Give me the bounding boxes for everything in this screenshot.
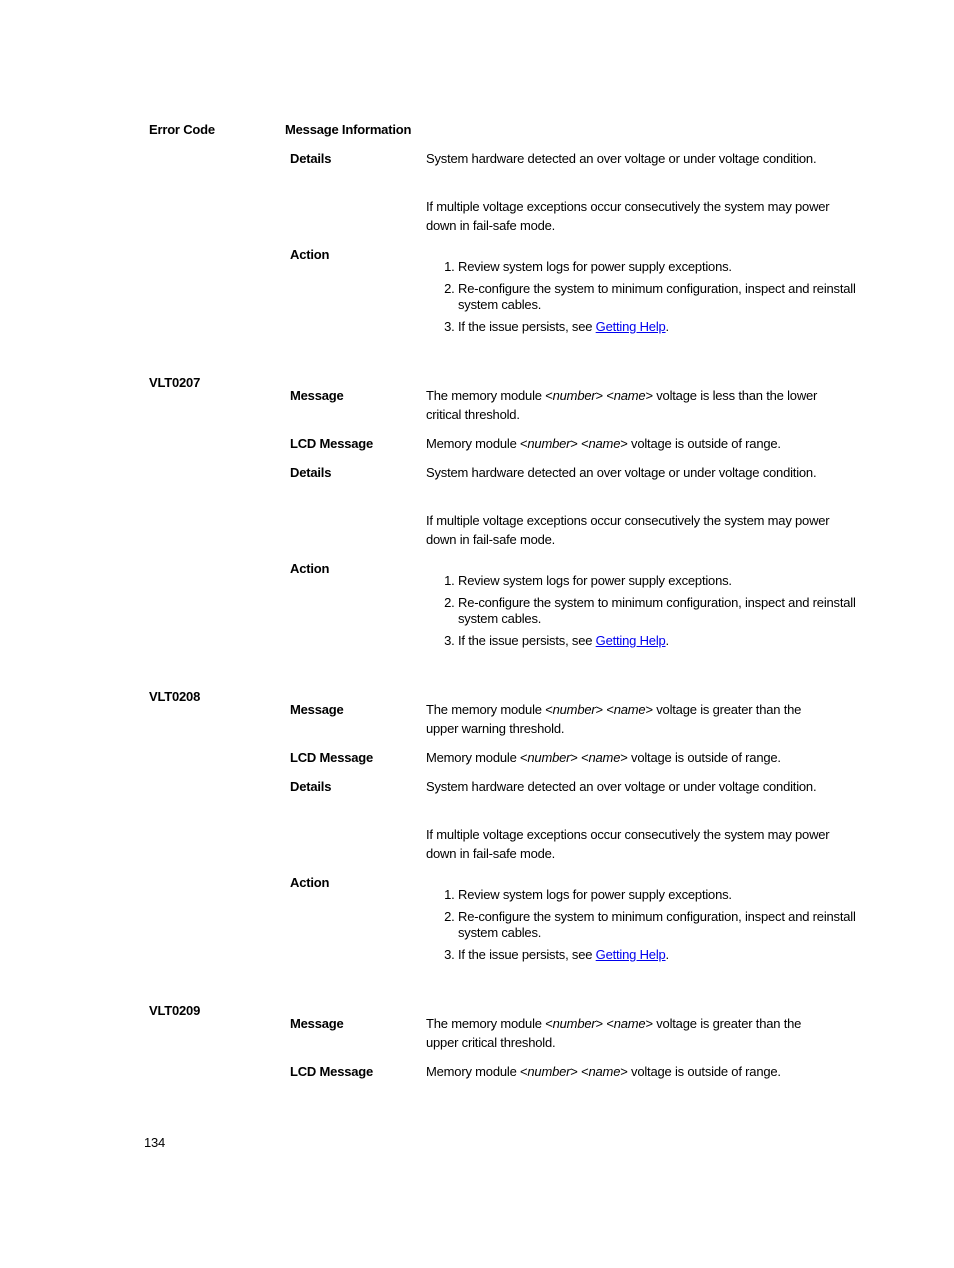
lcd-message-label: LCD Message bbox=[290, 750, 374, 765]
action-step-3: 3. If the issue persists, see Getting Help. bbox=[458, 319, 868, 335]
details-text-1: System hardware detected an over voltage or under voltage condition. bbox=[426, 465, 817, 480]
column-header-message-information: Message Information bbox=[285, 122, 412, 137]
action-step-1: 1. Review system logs for power supply exceptions. bbox=[458, 573, 868, 589]
details-text-2: If multiple voltage exceptions occur consecutively the system may power down in fail-safe mode. bbox=[426, 513, 830, 547]
message-label: Message bbox=[290, 388, 344, 403]
action-step-3: 3. If the issue persists, see Getting Help. bbox=[458, 947, 868, 963]
details-label: Details bbox=[290, 151, 332, 166]
action-label: Action bbox=[290, 875, 330, 890]
error-code-vlt0208: VLT0208 bbox=[149, 689, 201, 704]
message-text-vlt0207: The memory module <number> <name> voltage is less than the lower critical threshold. bbox=[426, 388, 818, 422]
details-text-1: System hardware detected an over voltage or under voltage condition. bbox=[426, 151, 817, 166]
action-step-2: 2. Re-configure the system to minimum configuration, inspect and reinstall system cables. bbox=[458, 909, 868, 941]
message-label: Message bbox=[290, 702, 344, 717]
action-list bbox=[426, 887, 868, 969]
details-text-2: If multiple voltage exceptions occur consecutively the system may power down in fail-safe mode. bbox=[426, 199, 830, 233]
getting-help-link[interactable]: Getting Help bbox=[595, 947, 666, 962]
action-label: Action bbox=[290, 247, 330, 262]
action-label: Action bbox=[290, 561, 330, 576]
details-text-2: If multiple voltage exceptions occur consecutively the system may power down in fail-safe mode. bbox=[426, 827, 830, 861]
details-label: Details bbox=[290, 465, 332, 480]
lcd-message-label: LCD Message bbox=[290, 1064, 374, 1079]
getting-help-link[interactable]: Getting Help bbox=[595, 319, 666, 334]
lcd-message-label: LCD Message bbox=[290, 436, 374, 451]
page-number: 134 bbox=[144, 1135, 166, 1150]
details-label: Details bbox=[290, 779, 332, 794]
message-label: Message bbox=[290, 1016, 344, 1031]
message-text-vlt0208: The memory module <number> <name> voltage is greater than the upper warning threshold. bbox=[426, 702, 802, 736]
column-header-error-code: Error Code bbox=[149, 122, 215, 137]
action-list bbox=[426, 573, 868, 655]
details-text-1: System hardware detected an over voltage or under voltage condition. bbox=[426, 779, 817, 794]
action-step-1: 1. Review system logs for power supply exceptions. bbox=[458, 887, 868, 903]
action-step-3: 3. If the issue persists, see Getting Help. bbox=[458, 633, 868, 649]
action-step-2: 2. Re-configure the system to minimum configuration, inspect and reinstall system cables. bbox=[458, 281, 868, 313]
lcd-message-text-vlt0209: Memory module <number> <name> voltage is outside of range. bbox=[426, 1064, 781, 1079]
message-text-vlt0209: The memory module <number> <name> voltage is greater than the upper critical threshold. bbox=[426, 1016, 802, 1050]
error-code-vlt0207: VLT0207 bbox=[149, 375, 201, 390]
action-step-2: 2. Re-configure the system to minimum configuration, inspect and reinstall system cables. bbox=[458, 595, 868, 627]
lcd-message-text-vlt0208: Memory module <number> <name> voltage is outside of range. bbox=[426, 750, 781, 765]
error-code-vlt0209: VLT0209 bbox=[149, 1003, 201, 1018]
action-list bbox=[426, 259, 868, 341]
getting-help-link[interactable]: Getting Help bbox=[595, 633, 666, 648]
action-step-1: 1. Review system logs for power supply exceptions. bbox=[458, 259, 868, 275]
lcd-message-text-vlt0207: Memory module <number> <name> voltage is outside of range. bbox=[426, 436, 781, 451]
